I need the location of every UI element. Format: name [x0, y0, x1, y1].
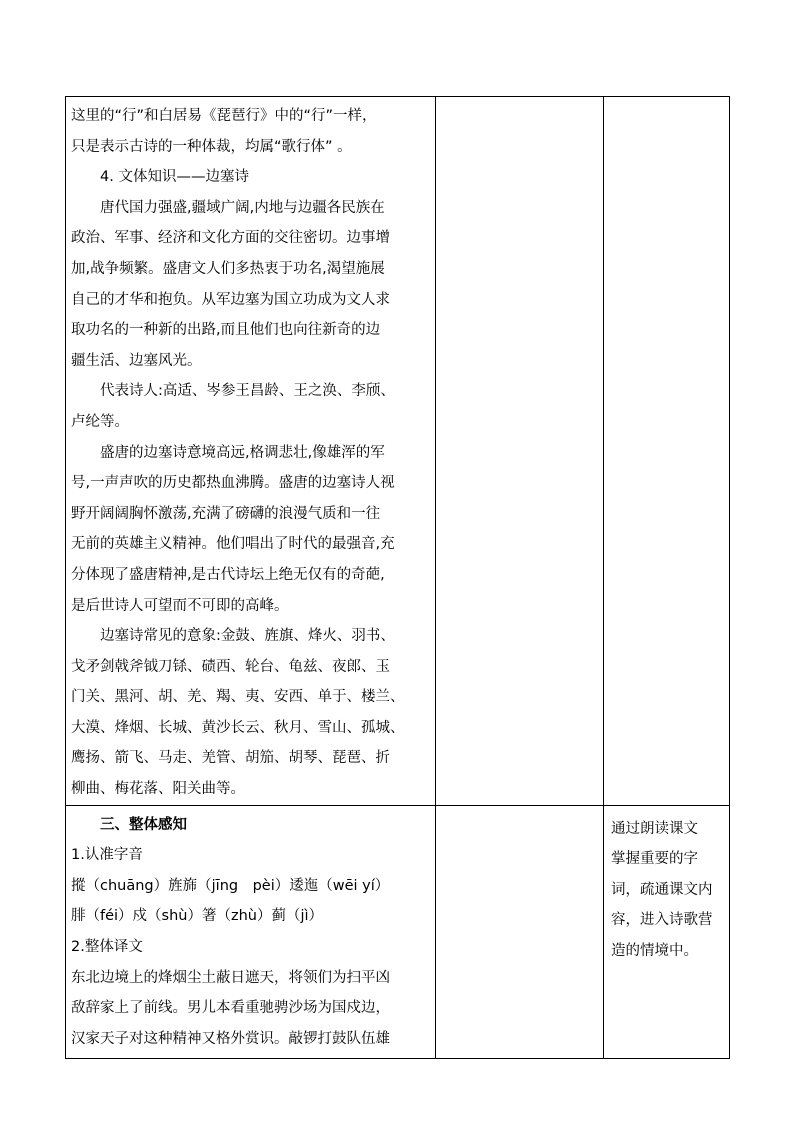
text-line: 戈矛剑戟斧钺刀铩、碛西、轮台、龟兹、夜郎、玉	[71, 658, 390, 675]
text-line: 边塞诗常见的意象:金鼓、旌旗、烽火、羽书、	[100, 628, 395, 645]
note-line: 通过朗读课文	[611, 820, 698, 837]
pronunciation-line: 摐（chuāng）旌旆（jīng pèi）逶迤（wēi yí）	[71, 877, 390, 894]
text-line: 疆生活、边塞风光。	[71, 352, 202, 369]
section-heading: 4. 文体知识——边塞诗	[100, 169, 249, 186]
empty-cell	[436, 97, 604, 806]
translation-line: 东北边境上的烽烟尘土蔽日遮天，将领们为扫平凶	[71, 969, 390, 986]
text-line: 野开阔阔胸怀激荡,充满了磅礴的浪漫气质和一往	[71, 505, 381, 522]
translation-line: 汉家天子对这种精神又格外赏识。敲锣打鼓队伍雄	[71, 1030, 390, 1047]
text-line: 卢纶等。	[71, 413, 129, 430]
subheading: 2.整体译文	[71, 939, 143, 956]
note-line: 词，疏通课文内	[611, 881, 713, 898]
text-line: 是后世诗人可望而不可即的高峰。	[71, 597, 289, 614]
note-line: 容，进入诗歌营	[611, 912, 713, 929]
text-line: 大漠、烽烟、长城、黄沙长云、秋月、雪山、孤城、	[71, 719, 405, 736]
text-line: 这里的“行”和白居易《琵琶行》中的“行”一样，	[71, 108, 377, 124]
content-cell	[66, 97, 436, 806]
table-row	[66, 805, 730, 1058]
text-line: 自己的才华和抱负。从军边塞为国立功成为文人求	[71, 291, 390, 308]
text-line: 门关、黑河、胡、羌、羯、夷、安西、单于、楼兰、	[71, 689, 405, 706]
translation-line: 敌辞家上了前线。男儿本看重驰骋沙场为国戍边，	[71, 1000, 390, 1017]
text-line: 盛唐的边塞诗意境高远,格调悲壮,像雄浑的军	[100, 444, 385, 461]
text-line: 柳曲、梅花落、阳关曲等。	[71, 781, 245, 798]
content-cell	[66, 805, 436, 1058]
section-heading: 三、整体感知	[100, 816, 187, 833]
text-line: 鹰扬、箭飞、马走、羌管、胡笳、胡琴、琵琶、折	[71, 750, 390, 767]
note-cell	[604, 805, 730, 1058]
note-line: 掌握重要的字	[611, 851, 698, 868]
text-line: 政治、军事、经济和文化方面的交往密切。边事增	[71, 230, 390, 247]
table-row	[66, 97, 730, 806]
note-line: 造的情境中。	[611, 943, 698, 960]
text-line: 唐代国力强盛,疆域广阔,内地与边疆各民族在	[100, 199, 385, 216]
empty-cell	[604, 97, 730, 806]
text-line: 取功名的一种新的出路,而且他们也向往新奇的边	[71, 322, 381, 339]
text-line: 加,战争频繁。盛唐文人们多热衷于功名,渴望施展	[71, 260, 385, 277]
subheading: 1.认准字音	[71, 847, 143, 864]
text-line: 号,一声声吹的历史都热血沸腾。盛唐的边塞诗人视	[71, 475, 395, 492]
text-line: 代表诗人:高适、岑参王昌龄、王之涣、李颀、	[100, 383, 395, 400]
text-line: 无前的英雄主义精神。他们唱出了时代的最强音,充	[71, 536, 395, 553]
empty-cell	[436, 805, 604, 1058]
text-line: 只是表示古诗的一种体裁，均属“歌行体” 。	[71, 138, 352, 155]
text-line: 分体现了盛唐精神,是古代诗坛上绝无仅有的奇葩,	[71, 566, 385, 583]
lesson-plan-table	[65, 96, 730, 1059]
pronunciation-line: 腓（féi）戍（shù）箸（zhù）蓟（jì）	[71, 908, 324, 925]
